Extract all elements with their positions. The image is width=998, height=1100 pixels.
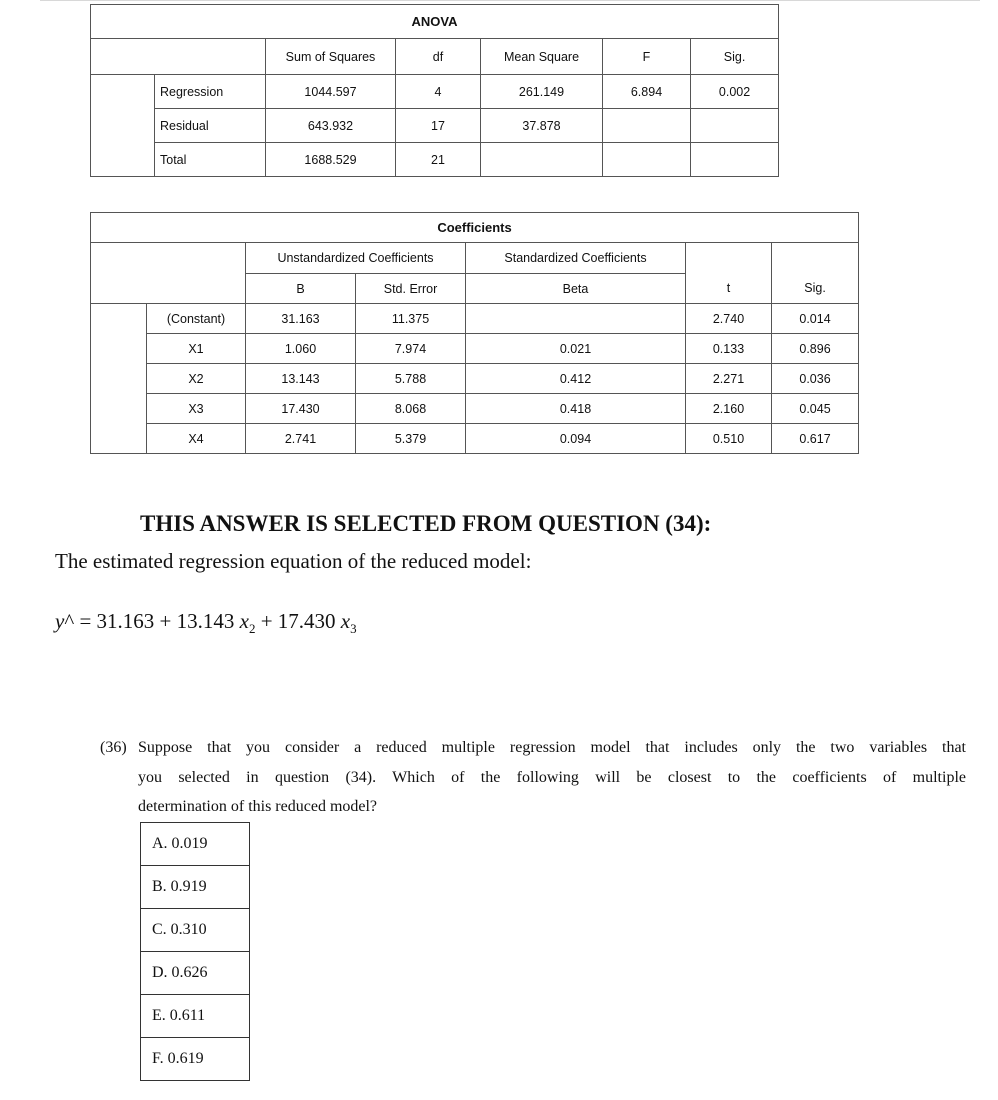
anova-header-df: df (396, 39, 481, 75)
anova-cell-sig (691, 143, 779, 177)
equation-sub-3: 3 (350, 621, 357, 637)
coef-row-label: X1 (147, 334, 246, 364)
anova-row-label: Regression (155, 75, 266, 109)
coef-row-label: (Constant) (147, 304, 246, 334)
question-36 (100, 733, 966, 822)
answer-heading: THIS ANSWER IS SELECTED FROM QUESTION (34): (140, 511, 712, 536)
anova-cell-ms: 261.149 (481, 75, 603, 109)
coef-header-b: B (246, 274, 356, 304)
anova-header-ms: Mean Square (481, 39, 603, 75)
option-c[interactable]: C. 0.310 (141, 909, 250, 952)
question-number: (36) (100, 739, 127, 756)
coef-row-x1 (91, 334, 859, 364)
anova-cell-df: 4 (396, 75, 481, 109)
coef-cell-se: 5.788 (356, 364, 466, 394)
anova-cell-sig (691, 109, 779, 143)
coef-row-label: X2 (147, 364, 246, 394)
coef-row-x3 (91, 394, 859, 424)
equation-lhs: y (55, 609, 65, 633)
coef-cell-b: 31.163 (246, 304, 356, 334)
group-standardized: Standardized Coefficients (466, 243, 686, 274)
anova-cell-ss: 1688.529 (266, 143, 396, 177)
anova-cell-ss: 643.932 (266, 109, 396, 143)
coef-cell-sig: 0.036 (772, 364, 859, 394)
anova-cell-ms (481, 143, 603, 177)
coef-cell-sig: 0.617 (772, 424, 859, 454)
coef-header-beta: Beta (466, 274, 686, 304)
coef-row-label: X4 (147, 424, 246, 454)
coefficients-table (90, 212, 859, 454)
anova-table (90, 4, 779, 177)
coef-row-x2 (91, 364, 859, 394)
anova-cell-f: 6.894 (603, 75, 691, 109)
anova-header-ss: Sum of Squares (266, 39, 396, 75)
coef-cell-t: 2.271 (686, 364, 772, 394)
coef-cell-beta: 0.412 (466, 364, 686, 394)
option-d[interactable]: D. 0.626 (141, 952, 250, 995)
coef-cell-t: 2.740 (686, 304, 772, 334)
anova-row-label: Residual (155, 109, 266, 143)
coef-header-se: Std. Error (356, 274, 466, 304)
question-line-3: determination of this reduced model? (138, 798, 378, 815)
coefficients-header-row (91, 274, 859, 304)
group-unstandardized: Unstandardized Coefficients (246, 243, 466, 274)
coef-cell-beta: 0.094 (466, 424, 686, 454)
option-a[interactable]: A. 0.019 (141, 823, 250, 866)
coef-cell-se: 7.974 (356, 334, 466, 364)
coef-cell-t: 0.133 (686, 334, 772, 364)
coef-cell-b: 13.143 (246, 364, 356, 394)
answer-options (140, 822, 250, 1081)
question-line-1 (100, 733, 966, 763)
coef-cell-beta: 0.418 (466, 394, 686, 424)
anova-row-residual (91, 109, 779, 143)
equation-constant: = 31.163 + 13.143 (74, 609, 240, 633)
coef-cell-sig: 0.014 (772, 304, 859, 334)
coef-cell-se: 11.375 (356, 304, 466, 334)
coef-cell-beta: 0.021 (466, 334, 686, 364)
coef-cell-sig: 0.045 (772, 394, 859, 424)
anova-row-total (91, 143, 779, 177)
coef-row-constant (91, 304, 859, 334)
anova-cell-df: 21 (396, 143, 481, 177)
option-b[interactable]: B. 0.919 (141, 866, 250, 909)
coef-cell-t: 0.510 (686, 424, 772, 454)
coef-cell-sig: 0.896 (772, 334, 859, 364)
anova-header-sig: Sig. (691, 39, 779, 75)
option-e[interactable]: E. 0.611 (141, 995, 250, 1038)
regression-equation (55, 609, 357, 637)
anova-header-f: F (603, 39, 691, 75)
coef-cell-t: 2.160 (686, 394, 772, 424)
anova-cell-ss: 1044.597 (266, 75, 396, 109)
anova-cell-ms: 37.878 (481, 109, 603, 143)
question-line-2: you selected in question (34). Which of the following will be closest to the coefficients of multiple (138, 768, 966, 786)
anova-row-label: Total (155, 143, 266, 177)
equation-sub-2: 2 (248, 621, 256, 637)
equation-var-x3: x (340, 609, 351, 633)
coef-cell-se: 5.379 (356, 424, 466, 454)
equation-middle: + 17.430 (255, 609, 341, 633)
anova-row-regression (91, 75, 779, 109)
anova-cell-df: 17 (396, 109, 481, 143)
equation-hat: ^ (64, 609, 75, 633)
coef-row-x4 (91, 424, 859, 454)
equation-var-x2: x (239, 609, 249, 633)
anova-title: ANOVA (91, 5, 779, 39)
anova-cell-f (603, 109, 691, 143)
coef-header-t: t (686, 274, 772, 304)
coef-row-label: X3 (147, 394, 246, 424)
coefficients-group-header-row (91, 243, 859, 274)
coefficients-title: Coefficients (91, 213, 859, 243)
question-text-1: Suppose that you consider a reduced multiple regression model that includes only the two variables that (138, 739, 966, 756)
answer-subheading: The estimated regression equation of the reduced model: (55, 549, 532, 573)
coef-cell-b: 17.430 (246, 394, 356, 424)
option-f[interactable]: F. 0.619 (141, 1038, 250, 1081)
coef-cell-b: 2.741 (246, 424, 356, 454)
coef-cell-b: 1.060 (246, 334, 356, 364)
anova-cell-sig: 0.002 (691, 75, 779, 109)
coef-cell-se: 8.068 (356, 394, 466, 424)
anova-cell-f (603, 143, 691, 177)
top-divider (40, 0, 980, 1)
coef-header-sig: Sig. (772, 274, 859, 304)
coef-cell-beta (466, 304, 686, 334)
anova-header-row (91, 39, 779, 75)
